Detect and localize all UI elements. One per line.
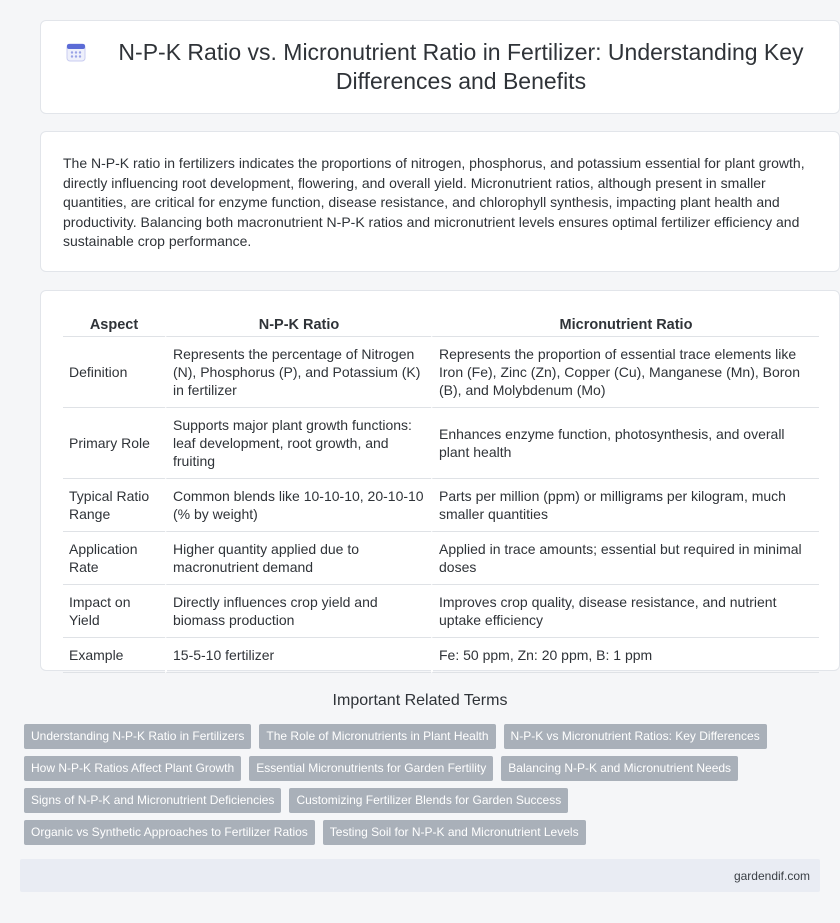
footer [20, 859, 820, 892]
related-term-tag[interactable]: Organic vs Synthetic Approaches to Fertilizer Ratios [24, 820, 315, 845]
comparison-table [63, 313, 819, 673]
table-row [63, 408, 819, 479]
micronutrient-cell: Applied in trace amounts; essential but required in minimal doses [431, 532, 819, 585]
table-row [63, 638, 819, 673]
related-terms-heading: Important Related Terms [332, 692, 508, 709]
calendar-icon [65, 41, 87, 63]
footer-site-link[interactable]: gardendif.com [733, 868, 810, 883]
comparison-table-card [40, 290, 840, 671]
micronutrient-cell: Parts per million (ppm) or milligrams per kilogram, much smaller quantities [431, 479, 819, 532]
related-term-tag[interactable]: Understanding N-P-K Ratio in Fertilizers [24, 724, 251, 749]
aspect-cell: Definition [63, 337, 165, 408]
related-term-tag[interactable]: How N-P-K Ratios Affect Plant Growth [24, 756, 241, 781]
aspect-cell: Typical Ratio Range [63, 479, 165, 532]
related-term-tag[interactable]: Essential Micronutrients for Garden Fertility [249, 756, 493, 781]
table-row [63, 532, 819, 585]
related-term-tag[interactable]: Testing Soil for N-P-K and Micronutrient Levels [323, 820, 586, 845]
npk-cell: Directly influences crop yield and biomass production [165, 585, 431, 638]
related-terms-list [24, 724, 824, 852]
related-term-tag[interactable]: Signs of N-P-K and Micronutrient Deficiencies [24, 788, 281, 813]
related-term-tag[interactable]: The Role of Micronutrients in Plant Health [259, 724, 495, 749]
npk-cell: 15-5-10 fertilizer [165, 638, 431, 673]
aspect-cell: Application Rate [63, 532, 165, 585]
related-term-tag[interactable]: Balancing N-P-K and Micronutrient Needs [501, 756, 738, 781]
aspect-cell: Impact on Yield [63, 585, 165, 638]
micronutrient-cell: Fe: 50 ppm, Zn: 20 ppm, B: 1 ppm [431, 638, 819, 673]
npk-cell: Higher quantity applied due to macronutrient demand [165, 532, 431, 585]
npk-cell: Supports major plant growth functions: leaf development, root growth, and fruiting [165, 408, 431, 479]
header-aspect: Aspect [63, 313, 165, 337]
micronutrient-cell: Represents the proportion of essential trace elements like Iron (Fe), Zinc (Zn), Copper (Cu), Manganese (Mn), Boron (B), and Molybdenum (Mo) [431, 337, 819, 408]
page-title: N-P-K Ratio vs. Micronutrient Ratio in Fertilizer: Understanding Key Differences and Benefits [118, 39, 804, 94]
aspect-cell: Primary Role [63, 408, 165, 479]
related-term-tag[interactable]: N-P-K vs Micronutrient Ratios: Key Differences [504, 724, 767, 749]
npk-cell: Common blends like 10-10-10, 20-10-10 (% by weight) [165, 479, 431, 532]
npk-cell: Represents the percentage of Nitrogen (N), Phosphorus (P), and Potassium (K) in fertilizer [165, 337, 431, 408]
intro-paragraph: The N-P-K ratio in fertilizers indicates the proportions of nitrogen, phosphorus, and potassium essential for plant growth, directly influencing root development, flowering, and overall yield. Micronutrient ratios, although present in smaller quantities, are critical for enzyme function, disease resistance, and chlorophyll synthesis, impacting plant health and productivity. Balancing both macronutrient N-P-K ratios and micronutrient levels ensures optimal fertilizer efficiency and sustainable crop performance. [40, 131, 840, 272]
table-row [63, 479, 819, 532]
header-micronutrient: Micronutrient Ratio [431, 313, 819, 337]
related-term-tag[interactable]: Customizing Fertilizer Blends for Garden Success [289, 788, 568, 813]
micronutrient-cell: Enhances enzyme function, photosynthesis, and overall plant health [431, 408, 819, 479]
aspect-cell: Example [63, 638, 165, 673]
page-header [40, 20, 840, 114]
micronutrient-cell: Improves crop quality, disease resistance, and nutrient uptake efficiency [431, 585, 819, 638]
header-npk: N-P-K Ratio [165, 313, 431, 337]
table-row [63, 337, 819, 408]
table-header-row [63, 313, 819, 337]
table-row [63, 585, 819, 638]
